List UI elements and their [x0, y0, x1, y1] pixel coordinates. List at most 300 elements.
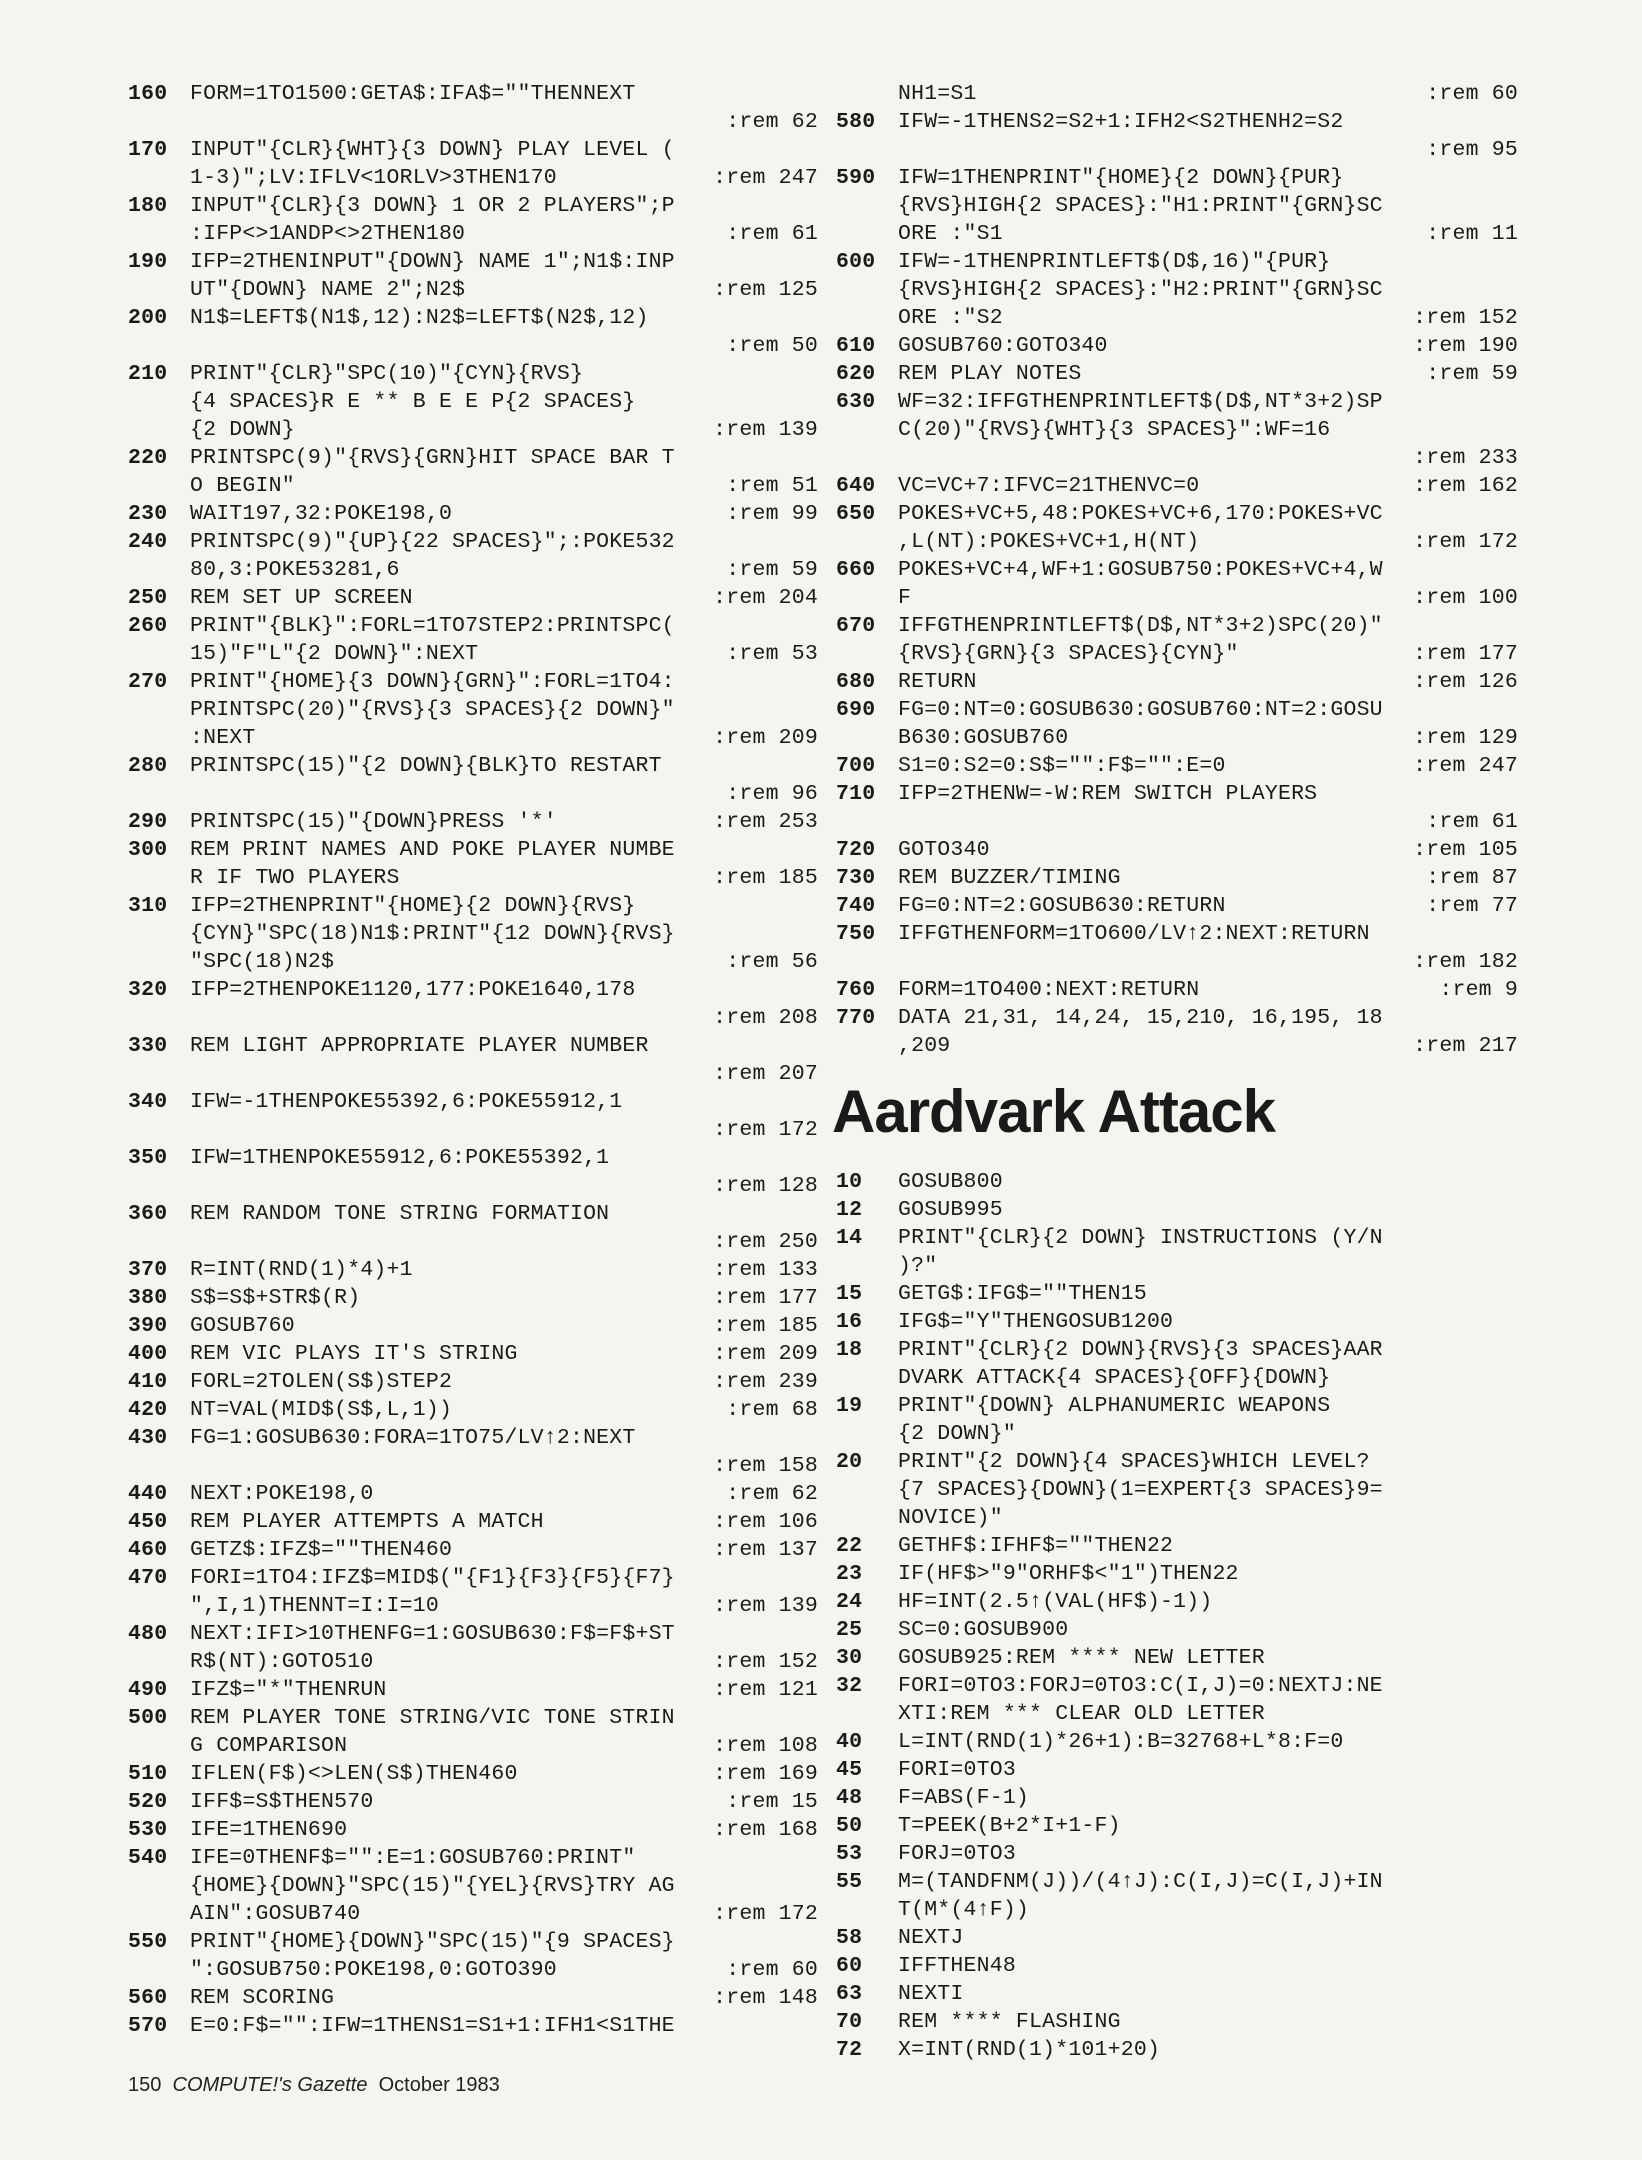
- code-text: PRINT"{HOME}{3 DOWN}{GRN}":FORL=1TO4:: [190, 670, 675, 694]
- line-number: 310: [128, 894, 168, 918]
- line-number: 70: [836, 2010, 863, 2034]
- code-text: ,L(NT):POKES+VC+1,H(NT): [898, 530, 1200, 554]
- code-continuation-line: [836, 724, 1518, 752]
- line-number: 60: [836, 1954, 863, 1978]
- code-text: REM BUZZER/TIMING: [898, 866, 1121, 890]
- checksum-rem: :rem 168: [713, 1818, 818, 1842]
- checksum-rem: :rem 172: [1413, 530, 1518, 554]
- code-text: FORL=2TOLEN(S$)STEP2: [190, 1370, 453, 1394]
- code-text: F: [898, 586, 912, 610]
- code-line: [128, 2012, 818, 2040]
- code-continuation-line: [128, 864, 818, 892]
- code-line: [128, 1284, 818, 1312]
- code-text: GOSUB760:GOTO340: [898, 334, 1108, 358]
- code-continuation-line: [836, 528, 1518, 556]
- checksum-rem: :rem 9: [1439, 978, 1518, 1002]
- code-text: NOVICE)": [898, 1506, 1003, 1530]
- code-line: [836, 976, 1518, 1004]
- code-text: AIN":GOSUB740: [190, 1902, 361, 1926]
- line-number: 680: [836, 670, 876, 694]
- checksum-rem: :rem 208: [713, 1006, 818, 1030]
- code-text: IFG$="Y"THENGOSUB1200: [898, 1310, 1174, 1334]
- line-number: 560: [128, 1986, 168, 2010]
- right-code-column: [832, 80, 1518, 2064]
- code-line: [128, 1368, 818, 1396]
- code-text: REM LIGHT APPROPRIATE PLAYER NUMBER: [190, 1034, 649, 1058]
- checksum-rem: :rem 182: [1413, 950, 1518, 974]
- code-line: [836, 1280, 1518, 1308]
- code-line: [836, 1868, 1518, 1896]
- code-line: [836, 920, 1518, 948]
- code-text: "SPC(18)N2$: [190, 950, 335, 974]
- code-text: NT=VAL(MID$(S$,L,1)): [190, 1398, 453, 1422]
- code-text: WAIT197,32:POKE198,0: [190, 502, 453, 526]
- code-line: [836, 696, 1518, 724]
- code-continuation-line: [128, 416, 818, 444]
- code-line: [836, 836, 1518, 864]
- code-text: INPUT"{CLR}{3 DOWN} 1 OR 2 PLAYERS";P: [190, 194, 675, 218]
- code-continuation-line: [128, 920, 818, 948]
- code-text: S1=0:S2=0:S$="":F$="":E=0: [898, 754, 1226, 778]
- line-number: 180: [128, 194, 168, 218]
- checksum-rem: :rem 152: [713, 1650, 818, 1674]
- code-continuation-line: [836, 444, 1518, 472]
- code-line: [836, 1756, 1518, 1784]
- code-line: [128, 1424, 818, 1452]
- code-text: ,209: [898, 1034, 951, 1058]
- code-line: [128, 976, 818, 1004]
- code-text: B630:GOSUB760: [898, 726, 1069, 750]
- code-continuation-line: [836, 640, 1518, 668]
- line-number: 730: [836, 866, 876, 890]
- code-text: IFE=0THENF$="":E=1:GOSUB760:PRINT": [190, 1846, 636, 1870]
- line-number: 600: [836, 250, 876, 274]
- checksum-rem: :rem 133: [713, 1258, 818, 1282]
- code-text: GOSUB800: [898, 1170, 1003, 1194]
- checksum-rem: :rem 185: [713, 1314, 818, 1338]
- code-line: [836, 892, 1518, 920]
- code-line: [836, 1812, 1518, 1840]
- line-number: 480: [128, 1622, 168, 1646]
- checksum-rem: :rem 217: [1413, 1034, 1518, 1058]
- page-footer: [128, 2074, 500, 2097]
- code-text: REM SET UP SCREEN: [190, 586, 413, 610]
- code-line: [128, 752, 818, 780]
- checksum-rem: :rem 162: [1413, 474, 1518, 498]
- line-number: 270: [128, 670, 168, 694]
- checksum-rem: :rem 51: [726, 474, 818, 498]
- code-line: [128, 192, 818, 220]
- checksum-rem: :rem 60: [726, 1958, 818, 1982]
- line-number: 710: [836, 782, 876, 806]
- line-number: 210: [128, 362, 168, 386]
- code-line: [128, 1396, 818, 1424]
- page-number: 150: [128, 2074, 162, 2096]
- checksum-rem: :rem 177: [713, 1286, 818, 1310]
- code-continuation-line: [128, 1900, 818, 1928]
- checksum-rem: :rem 59: [1426, 362, 1518, 386]
- line-number: 700: [836, 754, 876, 778]
- code-continuation-line: [128, 108, 818, 136]
- code-line: [128, 1340, 818, 1368]
- line-number: 650: [836, 502, 876, 526]
- line-number: 750: [836, 922, 876, 946]
- line-number: 580: [836, 110, 876, 134]
- line-number: 30: [836, 1646, 863, 1670]
- code-text: N1$=LEFT$(N1$,12):N2$=LEFT$(N2$,12): [190, 306, 649, 330]
- code-continuation-line: [836, 80, 1518, 108]
- code-line: [836, 752, 1518, 780]
- line-number: 670: [836, 614, 876, 638]
- code-text: IFW=-1THENPOKE55392,6:POKE55912,1: [190, 1090, 623, 1114]
- code-line: [836, 1924, 1518, 1952]
- code-line: [128, 1144, 818, 1172]
- code-continuation-line: [836, 416, 1518, 444]
- line-number: 630: [836, 390, 876, 414]
- code-line: [836, 164, 1518, 192]
- code-text: :NEXT: [190, 726, 256, 750]
- code-line: [128, 444, 818, 472]
- code-line: [128, 528, 818, 556]
- checksum-rem: :rem 99: [726, 502, 818, 526]
- code-line: [836, 332, 1518, 360]
- code-text: IFP=2THENPRINT"{HOME}{2 DOWN}{RVS}: [190, 894, 636, 918]
- code-text: R$(NT):GOTO510: [190, 1650, 374, 1674]
- checksum-rem: :rem 61: [1426, 810, 1518, 834]
- code-text: IFFGTHENFORM=1TO600/LV↑2:NEXT:RETURN: [898, 922, 1370, 946]
- line-number: 280: [128, 754, 168, 778]
- line-number: 720: [836, 838, 876, 862]
- line-number: 16: [836, 1310, 863, 1334]
- line-number: 660: [836, 558, 876, 582]
- checksum-rem: :rem 106: [713, 1510, 818, 1534]
- issue-date: October 1983: [378, 2074, 500, 2096]
- checksum-rem: :rem 128: [713, 1174, 818, 1198]
- code-continuation-line: [128, 1872, 818, 1900]
- line-number: 290: [128, 810, 168, 834]
- code-continuation-line: [836, 1896, 1518, 1924]
- code-line: [128, 1704, 818, 1732]
- line-number: 360: [128, 1202, 168, 1226]
- code-line: [836, 1980, 1518, 2008]
- checksum-rem: :rem 172: [713, 1902, 818, 1926]
- line-number: 19: [836, 1394, 863, 1418]
- line-number: 460: [128, 1538, 168, 1562]
- checksum-rem: :rem 204: [713, 586, 818, 610]
- line-number: 12: [836, 1198, 863, 1222]
- code-text: F=ABS(F-1): [898, 1786, 1030, 1810]
- checksum-rem: :rem 148: [713, 1986, 818, 2010]
- checksum-rem: :rem 152: [1413, 306, 1518, 330]
- code-text: GOSUB995: [898, 1198, 1003, 1222]
- code-text: REM **** FLASHING: [898, 2010, 1121, 2034]
- code-text: FG=0:NT=2:GOSUB630:RETURN: [898, 894, 1226, 918]
- line-number: 220: [128, 446, 168, 470]
- code-listing-aardvark: [836, 1168, 1518, 2064]
- code-continuation-line: [128, 556, 818, 584]
- code-text: PRINT"{CLR}{2 DOWN}{RVS}{3 SPACES}AAR: [898, 1338, 1383, 1362]
- checksum-rem: :rem 61: [726, 222, 818, 246]
- line-number: 55: [836, 1870, 863, 1894]
- code-text: IFF$=S$THEN570: [190, 1790, 374, 1814]
- line-number: 25: [836, 1618, 863, 1642]
- code-line: [836, 1672, 1518, 1700]
- code-line: [128, 584, 818, 612]
- checksum-rem: :rem 185: [713, 866, 818, 890]
- code-line: [128, 360, 818, 388]
- line-number: 250: [128, 586, 168, 610]
- code-line: [128, 1256, 818, 1284]
- code-line: [836, 1448, 1518, 1476]
- code-line: [128, 1564, 818, 1592]
- code-line: [128, 808, 818, 836]
- line-number: 20: [836, 1450, 863, 1474]
- code-text: REM VIC PLAYS IT'S STRING: [190, 1342, 518, 1366]
- line-number: 240: [128, 530, 168, 554]
- code-text: {2 DOWN}: [190, 418, 295, 442]
- code-text: IFP=2THENW=-W:REM SWITCH PLAYERS: [898, 782, 1318, 806]
- code-continuation-line: [836, 1252, 1518, 1280]
- checksum-rem: :rem 96: [726, 782, 818, 806]
- code-line: [836, 1952, 1518, 1980]
- code-text: RETURN: [898, 670, 977, 694]
- code-line: [836, 1168, 1518, 1196]
- line-number: 590: [836, 166, 876, 190]
- code-text: {RVS}{GRN}{3 SPACES}{CYN}": [898, 642, 1239, 666]
- code-text: {7 SPACES}{DOWN}(1=EXPERT{3 SPACES}9=: [898, 1478, 1383, 1502]
- line-number: 14: [836, 1226, 863, 1250]
- code-text: S$=S$+STR$(R): [190, 1286, 361, 1310]
- checksum-rem: :rem 126: [1413, 670, 1518, 694]
- code-text: IFZ$="*"THENRUN: [190, 1678, 387, 1702]
- line-number: 400: [128, 1342, 168, 1366]
- code-text: REM PRINT NAMES AND POKE PLAYER NUMBE: [190, 838, 675, 862]
- code-text: 80,3:POKE53281,6: [190, 558, 400, 582]
- checksum-rem: :rem 108: [713, 1734, 818, 1758]
- code-line: [836, 1560, 1518, 1588]
- code-text: IFW=1THENPOKE55912,6:POKE55392,1: [190, 1146, 610, 1170]
- code-continuation-line: [836, 808, 1518, 836]
- code-line: [128, 1676, 818, 1704]
- code-line: [836, 1224, 1518, 1252]
- code-text: NH1=S1: [898, 82, 977, 106]
- line-number: 24: [836, 1590, 863, 1614]
- code-continuation-line: [836, 1364, 1518, 1392]
- code-text: IFP=2THENINPUT"{DOWN} NAME 1";N1$:INP: [190, 250, 675, 274]
- code-text: IFFGTHENPRINTLEFT$(D$,NT*3+2)SPC(20)": [898, 614, 1383, 638]
- code-text: T=PEEK(B+2*I+1-F): [898, 1814, 1121, 1838]
- code-continuation-line: [128, 696, 818, 724]
- code-text: REM PLAY NOTES: [898, 362, 1082, 386]
- checksum-rem: :rem 100: [1413, 586, 1518, 610]
- code-text: 15)"F"L"{2 DOWN}":NEXT: [190, 642, 479, 666]
- code-text: POKES+VC+4,WF+1:GOSUB750:POKES+VC+4,W: [898, 558, 1383, 582]
- line-number: 10: [836, 1170, 863, 1194]
- code-line: [836, 864, 1518, 892]
- checksum-rem: :rem 253: [713, 810, 818, 834]
- line-number: 58: [836, 1926, 863, 1950]
- code-text: WF=32:IFFGTHENPRINTLEFT$(D$,NT*3+2)SP: [898, 390, 1383, 414]
- code-text: {4 SPACES}R E ** B E E P{2 SPACES}: [190, 390, 636, 414]
- code-text: ORE :"S1: [898, 222, 1003, 246]
- code-text: FORI=0TO3: [898, 1758, 1016, 1782]
- left-code-column: [128, 80, 818, 2040]
- code-line: [836, 2008, 1518, 2036]
- code-continuation-line: [128, 1592, 818, 1620]
- code-line: [128, 1760, 818, 1788]
- line-number: 160: [128, 82, 168, 106]
- code-line: [836, 1308, 1518, 1336]
- code-line: [128, 892, 818, 920]
- code-line: [836, 1644, 1518, 1672]
- code-line: [128, 1032, 818, 1060]
- line-number: 640: [836, 474, 876, 498]
- code-line: [128, 1928, 818, 1956]
- code-continuation-line: [128, 1172, 818, 1200]
- line-number: 340: [128, 1090, 168, 1114]
- code-line: [836, 612, 1518, 640]
- code-line: [836, 500, 1518, 528]
- line-number: 760: [836, 978, 876, 1002]
- code-continuation-line: [836, 192, 1518, 220]
- code-text: NEXT:IFI>10THENFG=1:GOSUB630:F$=F$+ST: [190, 1622, 675, 1646]
- code-text: IFFTHEN48: [898, 1954, 1016, 1978]
- code-text: {RVS}HIGH{2 SPACES}:"H2:PRINT"{GRN}SC: [898, 278, 1383, 302]
- code-line: [836, 1392, 1518, 1420]
- line-number: 370: [128, 1258, 168, 1282]
- publication-name: COMPUTE!'s Gazette: [172, 2074, 368, 2096]
- code-text: FORM=1TO400:NEXT:RETURN: [898, 978, 1200, 1002]
- code-text: GOTO340: [898, 838, 990, 862]
- line-number: 420: [128, 1398, 168, 1422]
- checksum-rem: :rem 207: [713, 1062, 818, 1086]
- code-text: {2 DOWN}": [898, 1422, 1016, 1446]
- code-text: NEXT:POKE198,0: [190, 1482, 374, 1506]
- code-line: [128, 136, 818, 164]
- code-text: REM RANDOM TONE STRING FORMATION: [190, 1202, 610, 1226]
- code-text: X=INT(RND(1)*101+20): [898, 2038, 1161, 2062]
- code-text: IFW=-1THENS2=S2+1:IFH2<S2THENH2=S2: [898, 110, 1344, 134]
- code-text: INPUT"{CLR}{WHT}{3 DOWN} PLAY LEVEL (: [190, 138, 675, 162]
- line-number: 230: [128, 502, 168, 526]
- checksum-rem: :rem 158: [713, 1454, 818, 1478]
- checksum-rem: :rem 125: [713, 278, 818, 302]
- code-line: [836, 1196, 1518, 1224]
- line-number: 490: [128, 1678, 168, 1702]
- code-line: [836, 1728, 1518, 1756]
- code-continuation-line: [128, 1228, 818, 1256]
- code-line: [128, 1200, 818, 1228]
- line-number: 530: [128, 1818, 168, 1842]
- code-line: [836, 472, 1518, 500]
- code-text: PRINTSPC(15)"{DOWN}PRESS '*': [190, 810, 557, 834]
- code-text: UT"{DOWN} NAME 2";N2$: [190, 278, 466, 302]
- code-text: 1-3)";LV:IFLV<1ORLV>3THEN170: [190, 166, 557, 190]
- checksum-rem: :rem 209: [713, 726, 818, 750]
- code-text: DVARK ATTACK{4 SPACES}{OFF}{DOWN}: [898, 1366, 1331, 1390]
- code-text: IFP=2THENPOKE1120,177:POKE1640,178: [190, 978, 636, 1002]
- code-continuation-line: [128, 724, 818, 752]
- code-continuation-line: [128, 1060, 818, 1088]
- checksum-rem: :rem 62: [726, 110, 818, 134]
- code-continuation-line: [836, 1700, 1518, 1728]
- code-line: [836, 1784, 1518, 1812]
- code-text: REM PLAYER TONE STRING/VIC TONE STRIN: [190, 1706, 675, 1730]
- checksum-rem: :rem 121: [713, 1678, 818, 1702]
- checksum-rem: :rem 169: [713, 1762, 818, 1786]
- code-text: PRINTSPC(9)"{RVS}{GRN}HIT SPACE BAR T: [190, 446, 675, 470]
- checksum-rem: :rem 250: [713, 1230, 818, 1254]
- code-line: [128, 1620, 818, 1648]
- line-number: 510: [128, 1762, 168, 1786]
- code-line: [128, 668, 818, 696]
- checksum-rem: :rem 247: [713, 166, 818, 190]
- code-line: [128, 1508, 818, 1536]
- code-text: FORM=1TO1500:GETA$:IFA$=""THENNEXT: [190, 82, 636, 106]
- line-number: 520: [128, 1790, 168, 1814]
- code-text: HF=INT(2.5↑(VAL(HF$)-1)): [898, 1590, 1213, 1614]
- code-text: R IF TWO PLAYERS: [190, 866, 400, 890]
- code-text: {CYN}"SPC(18)N1$:PRINT"{12 DOWN}{RVS}: [190, 922, 675, 946]
- code-continuation-line: [836, 1504, 1518, 1532]
- code-line: [128, 1816, 818, 1844]
- checksum-rem: :rem 50: [726, 334, 818, 358]
- checksum-rem: :rem 139: [713, 1594, 818, 1618]
- line-number: 22: [836, 1534, 863, 1558]
- checksum-rem: :rem 53: [726, 642, 818, 666]
- code-text: C(20)"{RVS}{WHT}{3 SPACES}":WF=16: [898, 418, 1331, 442]
- code-line: [128, 80, 818, 108]
- code-text: DATA 21,31, 14,24, 15,210, 16,195, 18: [898, 1006, 1383, 1030]
- article-title: Aardvark Attack: [832, 1078, 1275, 1145]
- code-text: L=INT(RND(1)*26+1):B=32768+L*8:F=0: [898, 1730, 1344, 1754]
- code-text: PRINTSPC(9)"{UP}{22 SPACES}";:POKE532: [190, 530, 675, 554]
- checksum-rem: :rem 56: [726, 950, 818, 974]
- code-line: [836, 1004, 1518, 1032]
- code-line: [128, 1312, 818, 1340]
- line-number: 45: [836, 1758, 863, 1782]
- code-line: [128, 1984, 818, 2012]
- code-line: [836, 1840, 1518, 1868]
- code-text: IFW=1THENPRINT"{HOME}{2 DOWN}{PUR}: [898, 166, 1344, 190]
- line-number: 40: [836, 1730, 863, 1754]
- code-continuation-line: [128, 1956, 818, 1984]
- checksum-rem: :rem 11: [1426, 222, 1518, 246]
- code-text: NEXTI: [898, 1982, 964, 2006]
- line-number: 610: [836, 334, 876, 358]
- code-continuation-line: [128, 1732, 818, 1760]
- code-text: ",I,1)THENNT=I:I=10: [190, 1594, 439, 1618]
- code-line: [836, 780, 1518, 808]
- code-line: [836, 388, 1518, 416]
- code-text: PRINT"{CLR}"SPC(10)"{CYN}{RVS}: [190, 362, 584, 386]
- code-text: O BEGIN": [190, 474, 295, 498]
- checksum-rem: :rem 190: [1413, 334, 1518, 358]
- code-line: [836, 1532, 1518, 1560]
- line-number: 350: [128, 1146, 168, 1170]
- code-text: M=(TANDFNM(J))/(4↑J):C(I,J)=C(I,J)+IN: [898, 1870, 1383, 1894]
- code-continuation-line: [836, 276, 1518, 304]
- line-number: 48: [836, 1786, 863, 1810]
- code-continuation-line: [128, 640, 818, 668]
- code-text: FG=0:NT=0:GOSUB630:GOSUB760:NT=2:GOSU: [898, 698, 1383, 722]
- checksum-rem: :rem 209: [713, 1342, 818, 1366]
- code-line: [128, 1480, 818, 1508]
- checksum-rem: :rem 77: [1426, 894, 1518, 918]
- code-line: [836, 108, 1518, 136]
- checksum-rem: :rem 87: [1426, 866, 1518, 890]
- code-text: IFLEN(F$)<>LEN(S$)THEN460: [190, 1762, 518, 1786]
